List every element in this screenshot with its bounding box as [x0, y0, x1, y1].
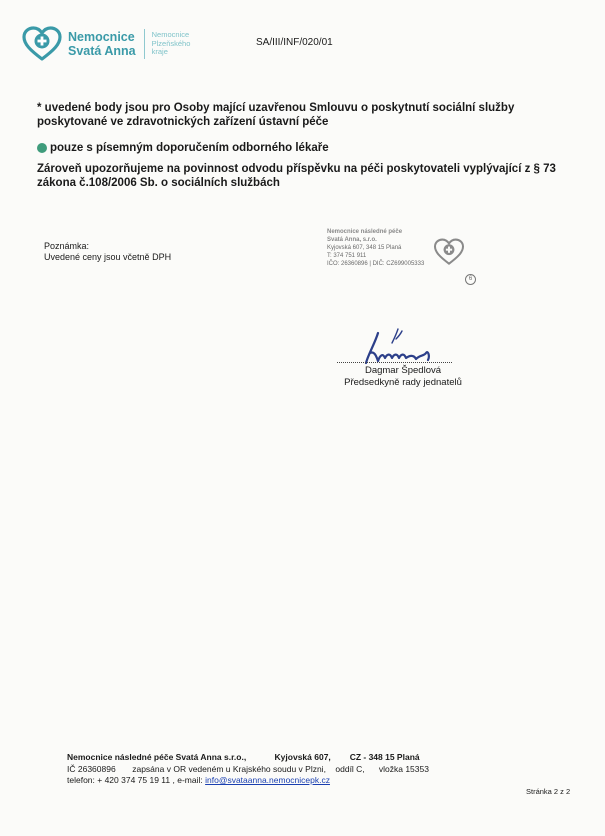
- warning-text: Zároveň upozorňujeme na povinnost odvodu příspěvku na péči poskytovateli vyplývající z § 73 zákona č.108/2006 Sb. o sociálních službách: [37, 163, 556, 189]
- footer-ic: IČ 26360896: [67, 763, 116, 774]
- handwritten-signature: [350, 325, 450, 370]
- stamp-line3: Kyjovská 607, 348 15 Planá: [327, 245, 402, 251]
- logo-sub-line1: Nemocnice: [151, 30, 190, 40]
- stamp-line4: T: 374 751 911: [327, 253, 367, 259]
- logo-name-line1: Nemocnice: [68, 30, 135, 44]
- footer-registered: zapsána v OR vedeném u Krajského soudu v Plzni,: [132, 763, 326, 774]
- document-code: SA/III/INF/020/01: [256, 37, 333, 48]
- note-text: Uvedené ceny jsou včetně DPH: [44, 252, 172, 262]
- company-stamp: [327, 228, 487, 288]
- logo-divider: [144, 29, 145, 59]
- logo-name: [68, 30, 136, 58]
- note-label: Poznámka:: [44, 241, 90, 251]
- heart-cross-icon: [22, 26, 62, 62]
- footer-email-link[interactable]: info@svataanna.nemocnicepk.cz: [205, 775, 330, 785]
- signer-name: Dagmar Špedlová: [364, 365, 442, 376]
- bullet-line: [37, 142, 329, 154]
- footer-city: CZ - 348 15 Planá: [349, 752, 420, 762]
- footer: [67, 752, 429, 787]
- footer-street: Kyjovská 607,: [274, 752, 331, 762]
- notice-text: * uvedené body jsou pro Osoby mající uzavřenou Smlouvu o poskytnutí sociální služby poskytované ve zdravotnických zařízení ústavní péče: [37, 102, 515, 128]
- logo-name-line2: Svatá Anna: [68, 44, 136, 58]
- footer-phone: telefon: + 420 374 75 19 11: [67, 775, 171, 785]
- logo-subtitle: [152, 31, 191, 57]
- note-block: [44, 241, 171, 263]
- bullet-text: pouze s písemným doporučením odborného lékaře: [50, 142, 329, 154]
- stamp-line1: Nemocnice následné péče: [327, 229, 403, 235]
- stamp-line2: Svatá Anna, s.r.o.: [327, 237, 377, 243]
- stamp-line5: IČO: 26360896 | DIČ: CZ699005333: [327, 261, 425, 267]
- hospital-logo: [22, 26, 190, 62]
- signature-line: [337, 361, 452, 363]
- footer-insert: vložka 15353: [378, 763, 429, 774]
- green-dot-icon: [37, 143, 47, 153]
- footer-section: oddíl C,: [335, 763, 365, 774]
- footer-company: Nemocnice následné péče Svatá Anna s.r.o.,: [67, 752, 247, 762]
- logo-sub-line3: kraje: [151, 47, 168, 57]
- stamp-heart-icon: [433, 238, 465, 266]
- signer-block: [338, 365, 468, 389]
- logo-sub-line2: Plzeňského: [151, 38, 191, 48]
- footer-email-label: , e-mail:: [172, 775, 203, 785]
- page-number: Stránka 2 z 2: [526, 787, 571, 796]
- stamp-circle-number: 6: [465, 274, 476, 285]
- signer-title: Předsedkyně rady jednatelů: [344, 377, 462, 388]
